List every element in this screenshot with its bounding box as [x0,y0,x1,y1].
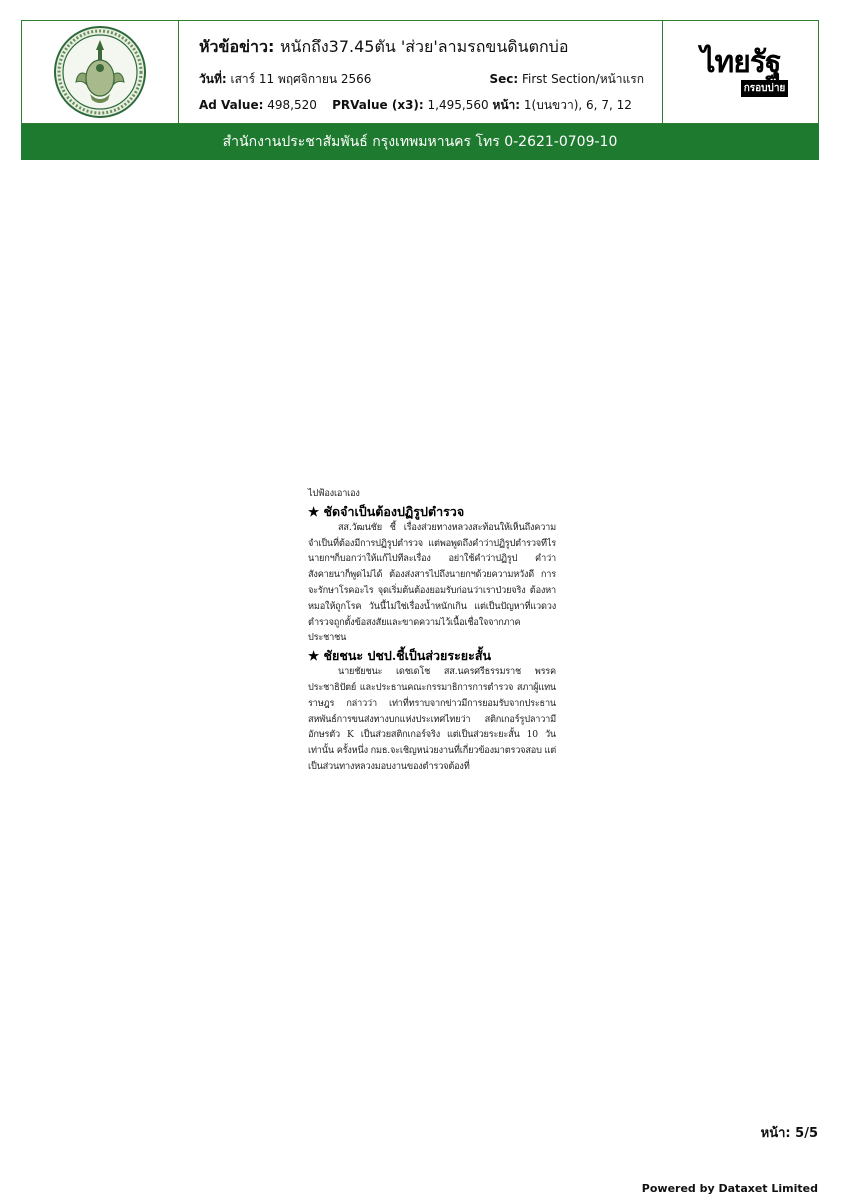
edition-badge: กรอบบ่าย [741,80,789,97]
date-label: วันที่: [199,72,227,86]
pr-value-label: PRValue (x3): [332,98,424,112]
date-row [199,70,644,86]
powered-by: Powered by Dataxet Limited [641,1182,818,1195]
sec-label: Sec: [489,72,519,86]
ad-value: 498,520 [267,98,317,112]
office-banner: สำนักงานประชาสัมพันธ์ กรุงเทพมหานคร โทร 0-2621-0709-10 [21,124,819,160]
newspaper-logo-text: ไทยรัฐ [700,44,781,80]
headline-label: หัวข้อข่าว: [199,37,275,56]
clipping-header [21,20,819,124]
article-heading-1: ★ ชัดจำเป็นต้องปฏิรูปตำรวจ [308,503,465,519]
page-number [761,1122,818,1143]
article-clipping [308,486,556,775]
article-paragraph-1: สส.วัฒนชัย ชี้ เรื่องส่วยทางหลวงสะท้อนให้เห็นถึงความจำเป็นที่ต้องมีการปฏิรูปตำรวจ แต่พอพูดถึงคำว่าปฏิรูปตำรวจทีไร นายกฯก็บอกว่าให้แก้ไปทีละเรื่อง อย่าใช้คำว่าปฏิรูป คำว่าสังคายนาก็พูดไม่ได้ ต้องส่งสารไปถึงนายกฯด้วยความหวังดี การจะรักษาโรคอะไร จุดเริ่มต้นต้องยอมรับก่อนว่าเราป่วยจริง ต้องหาหมอให้ถูกโรค วันนี้ไม่ใช่เรื่องน้ำหนักเกิน แต่เป็นปัญหาที่แวดวงตำรวจถูกตั้งข้อสงสัยและขาดความไว้เนื้อเชื่อใจจากภาคประชาชน [308,521,556,644]
bma-seal-cell [22,21,179,123]
article-paragraph-2: นายชัยชนะ เดชเดโช สส.นครศรีธรรมราช พรรคประชาธิปัตย์ และประธานคณะกรรมาธิการการตำรวจ สภาผู้แทนราษฎร กล่าวว่า เท่าที่ทราบจากข่าวมีการยอมรับจากประธานสหพันธ์การขนส่งทางบกแห่งประเทศไทยว่า สติกเกอร์รูปลาวามีอักษรตัว K เป็นส่วยสติกเกอร์จริง แต่เป็นส่วยระยะสั้น 10 วันเท่านั้น ครั้งหนึ่ง กมธ.จะเชิญหน่วยงานที่เกี่ยวข้องมาตรวจสอบ แต่เป็นส่วนทางหลวงมอบงานของตำรวจต้องที่ [308,666,556,772]
sec-value: First Section/หน้าแรก [522,72,644,86]
section-info [489,70,644,89]
headline [199,35,644,60]
bangkok-seal-icon [52,24,148,120]
page-label: หน้า: [492,98,521,112]
page-value: 1(บนขวา), 6, 7, 12 [523,98,632,112]
pr-value: 1,495,560 [427,98,489,112]
page-number-label: หน้า: [760,1126,791,1141]
page-number-value: 5/5 [795,1126,818,1141]
article-intro: ไปฟ้องเอาเอง [308,488,360,499]
date-value: เสาร์ 11 พฤศจิกายน 2566 [230,72,372,86]
thairath-logo [663,21,818,123]
ad-value-label: Ad Value: [199,98,264,112]
headline-value: หนักถึง37.45ตัน 'ส่วย'ลามรถขนดินตกบ่อ [279,37,569,56]
article-heading-2: ★ ชัยชนะ ปชป.ชี้เป็นส่วยระยะสั้น [308,648,492,664]
value-row [199,96,644,112]
clipping-info [179,21,663,123]
